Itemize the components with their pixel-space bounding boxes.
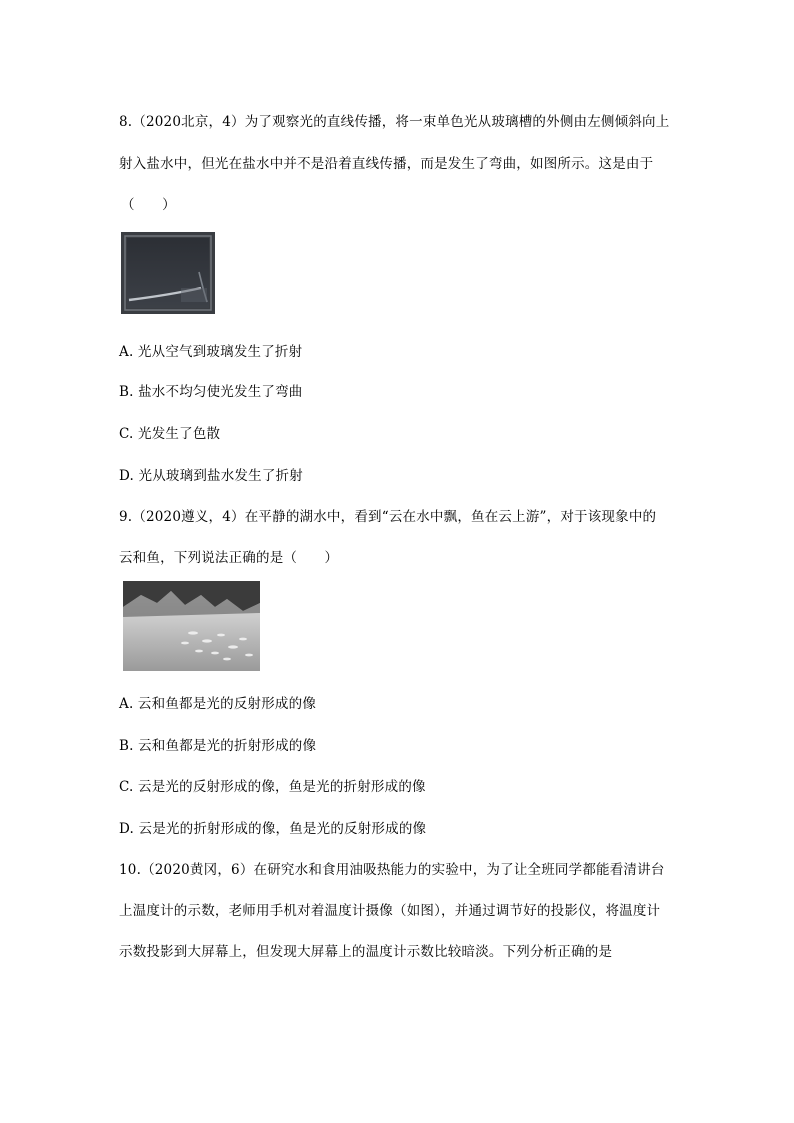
question-9-option-c: C. 云是光的反射形成的像，鱼是光的折射形成的像 bbox=[119, 779, 426, 795]
question-8-option-b: B. 盐水不均匀使光发生了弯曲 bbox=[119, 384, 303, 400]
question-8-figure-light-refraction-photo bbox=[121, 232, 215, 314]
question-8-option-d: D. 光从玻璃到盐水发生了折射 bbox=[119, 468, 303, 484]
question-9-option-d: D. 云是光的折射形成的像，鱼是光的反射形成的像 bbox=[119, 821, 427, 837]
question-10-text-line-1: 10.（2020黄冈，6）在研究水和食用油吸热能力的实验中，为了让全班同学都能看清讲台 bbox=[119, 862, 665, 878]
question-8-answer-blank: （ ） bbox=[121, 197, 176, 213]
question-9-text-line-2: 云和鱼，下列说法正确的是（ ） bbox=[119, 550, 339, 566]
question-9-option-b: B. 云和鱼都是光的折射形成的像 bbox=[119, 738, 317, 754]
question-8-text-line-1: 8.（2020北京，4）为了观察光的直线传播，将一束单色光从玻璃槽的外侧由左侧倾斜向上 bbox=[119, 114, 670, 130]
question-10-text-line-2: 上温度计的示数，老师用手机对着温度计摄像（如图），并通过调节好的投影仪，将温度计 bbox=[119, 903, 661, 919]
mountain-reflection-icon bbox=[123, 581, 260, 671]
question-8-text-line-2: 射入盐水中，但光在盐水中并不是沿着直线传播，而是发生了弯曲，如图所示。这是由于 bbox=[119, 156, 654, 172]
light-beam-icon bbox=[121, 232, 215, 314]
question-10-text-line-3: 示数投影到大屏幕上，但发现大屏幕上的温度计示数比较暗淡。下列分析正确的是 bbox=[119, 944, 613, 960]
question-8-option-a: A. 光从空气到玻璃发生了折射 bbox=[119, 344, 303, 360]
question-9-option-a: A. 云和鱼都是光的反射形成的像 bbox=[119, 696, 317, 712]
question-9-figure-lake-clouds-fish-photo bbox=[123, 581, 260, 671]
question-8-option-c: C. 光发生了色散 bbox=[119, 426, 221, 442]
question-9-text-line-1: 9.（2020遵义，4）在平静的湖水中，看到“云在水中飘，鱼在云上游”，对于该现象中的 bbox=[119, 509, 657, 525]
